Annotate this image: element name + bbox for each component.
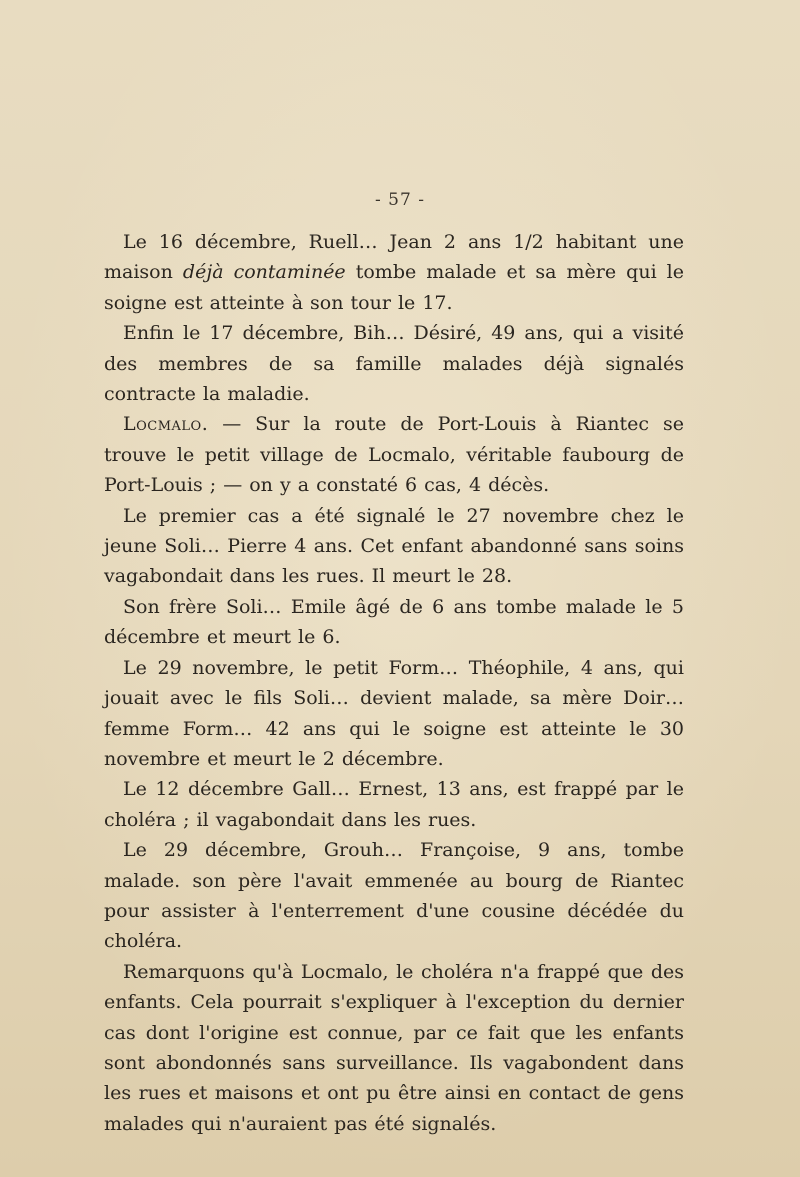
emphasis-text: déjà contaminée bbox=[182, 261, 346, 284]
body-text bbox=[104, 227, 684, 1139]
paragraph: Son frère Soli… Emile âgé de 6 ans tombe malade le 5 décembre et meurt le 6. bbox=[104, 595, 684, 649]
paragraph: Le 29 novembre, le petit Form… Théophile, 4 ans, qui jouait avec le fils Soli… devient malade, sa mère Doir… femme Form… 42 ans qui le soigne est atteinte le 30 novembre et meurt le 2 décembre. bbox=[104, 656, 684, 770]
section-heading: Locmalo. bbox=[123, 413, 209, 436]
paragraph-text: tombe malade et sa mère qui le soigne est atteinte à son tour le 17. bbox=[104, 261, 685, 314]
paragraph bbox=[104, 227, 684, 318]
paragraph-text: Le 16 décembre, Ruell… Jean 2 ans 1/2 habitant une maison bbox=[104, 231, 684, 284]
page-number: - 57 - bbox=[375, 190, 425, 210]
paragraph bbox=[104, 409, 684, 500]
paragraph: Le premier cas a été signalé le 27 novembre chez le jeune Soli… Pierre 4 ans. Cet enfant abandonné sans soins vagabondait dans les rues. Il meurt le 28. bbox=[104, 504, 684, 588]
paragraph: Enfin le 17 décembre, Bih… Désiré, 49 ans, qui a visité des membres de sa famille malades déjà signalés contracte la maladie. bbox=[104, 322, 684, 406]
paragraph: Remarquons qu'à Locmalo, le choléra n'a frappé que des enfants. Cela pourrait s'expliquer à l'exception du dernier cas dont l'origine est connue, par ce fait que les enfants sont abondonnés sans surveillance. Ils vagabondent dans les rues et maisons et ont pu être ainsi en contact de gens malades qui n'auraient pas été signalés. bbox=[104, 960, 684, 1135]
paragraph-text: — Sur la route de Port-Louis à Riantec se trouve le petit village de Locmalo, véritable faubourg de Port-Louis ; — on y a constaté 6 cas, 4 décès. bbox=[104, 413, 684, 497]
paragraph: Le 12 décembre Gall… Ernest, 13 ans, est frappé par le choléra ; il vagabondait dans les rues. bbox=[104, 778, 684, 831]
paragraph: Le 29 décembre, Grouh… Françoise, 9 ans, tombe malade. son père l'avait emmenée au bourg de Riantec pour assister à l'enterrement d'une cousine décédée du choléra. bbox=[104, 839, 684, 953]
